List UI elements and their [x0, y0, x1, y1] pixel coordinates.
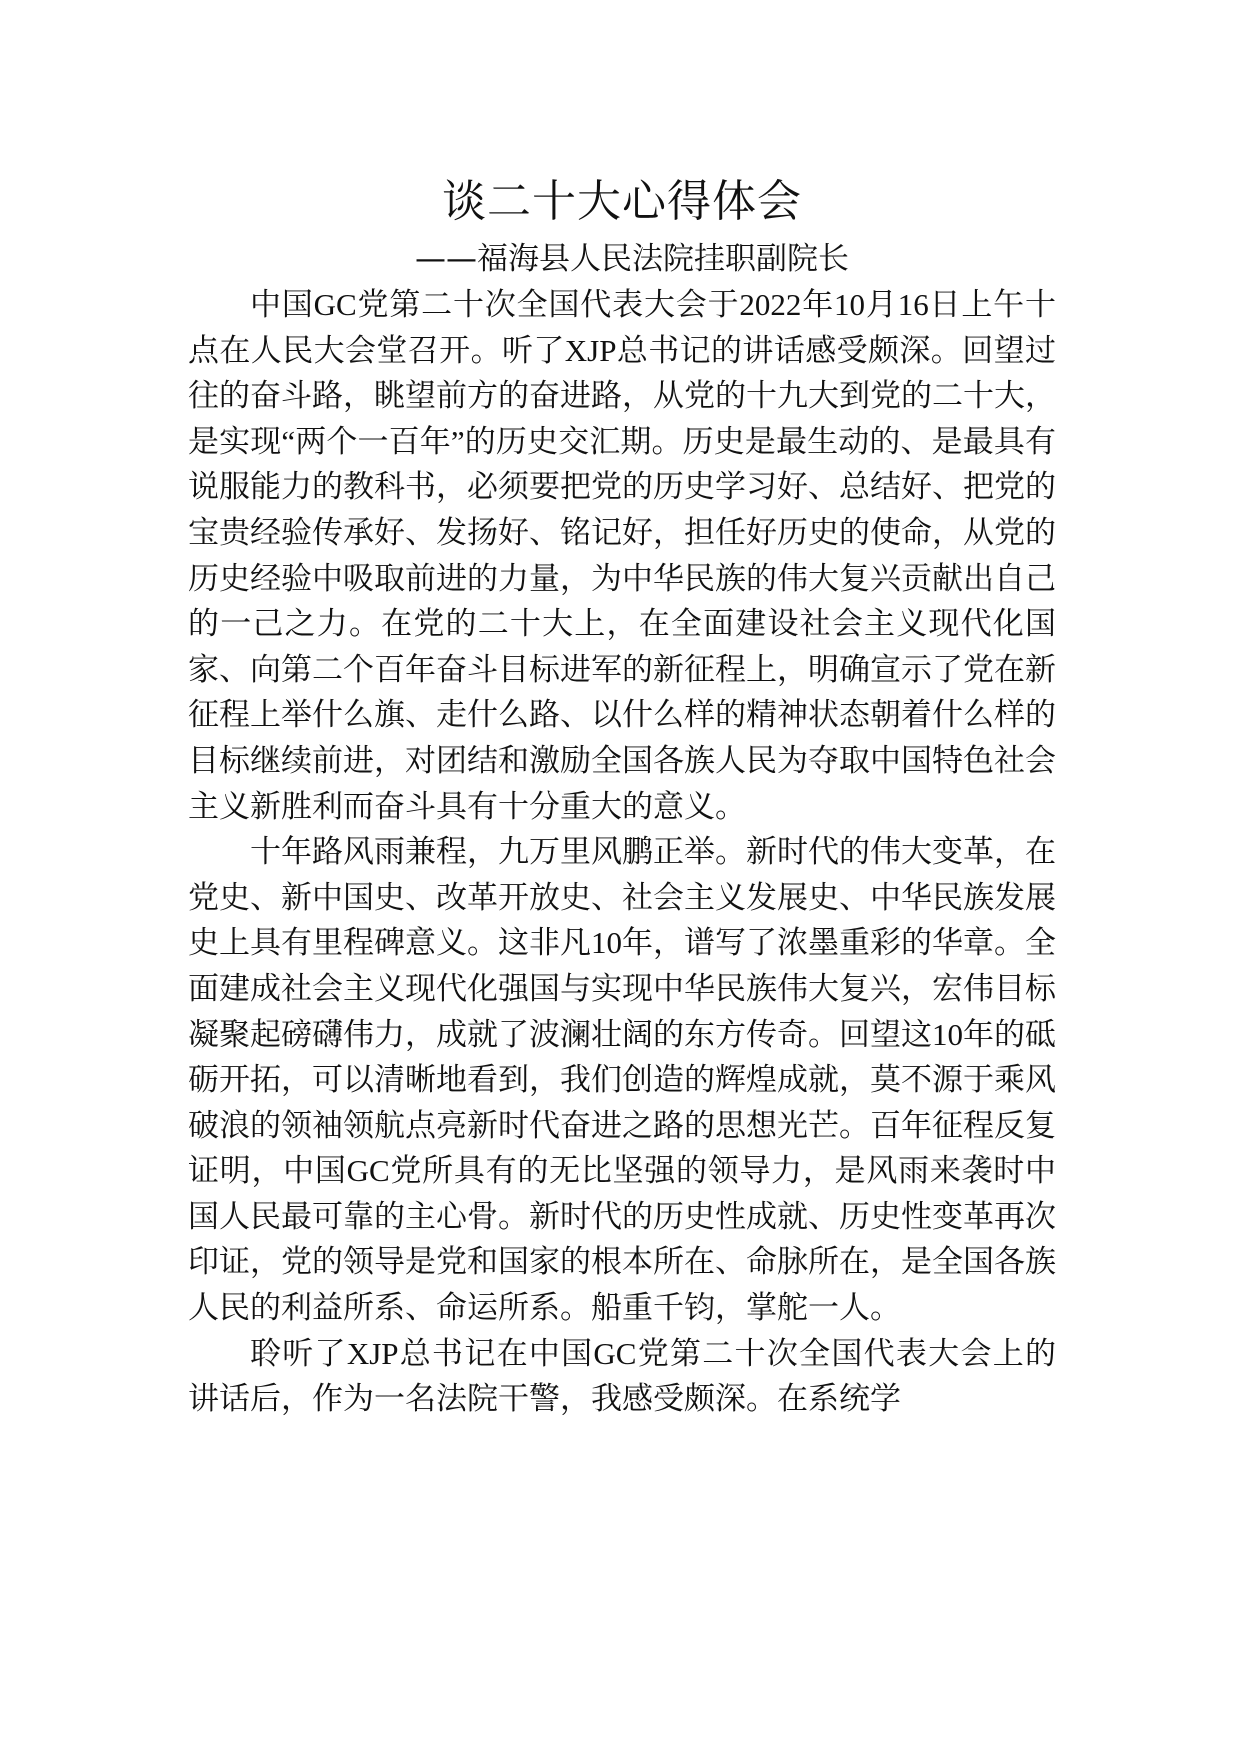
document-title: 谈二十大心得体会 [442, 176, 802, 227]
body-paragraph-1: 中国GC党第二十次全国代表大会于2022年10月16日上午十点在人民大会堂召开。听了XJP总书记的讲话感受颇深。回望过往的奋斗路，眺望前方的奋进路，从党的十九大到党的二十大，是实现“两个一百年”的历史交汇期。历史是最生动的、是最具有说服能力的教科书，必须要把党的历史学习好、总结好、把党的宝贵经验传承好、发扬好、铭记好，担任好历史的使命，从党的历史经验中吸取前进的力量，为中华民族的伟大复兴贡献出自己的一己之力。在党的二十大上，在全面建设社会主义现代化国家、向第二个百年奋斗目标进军的新征程上，明确宣示了党在新征程上举什么旗、走什么路、以什么样的精神状态朝着什么样的目标继续前进，对团结和激励全国各族人民为夺取中国特色社会主义新胜利而奋斗具有十分重大的意义。 [188, 287, 1056, 824]
body-paragraph-2: 十年路风雨兼程，九万里风鹏正举。新时代的伟大变革，在党史、新中国史、改革开放史、社会主义发展史、中华民族发展史上具有里程碑意义。这非凡10年，谱写了浓墨重彩的华章。全面建成社会主义现代化强国与实现中华民族伟大复兴，宏伟目标凝聚起磅礴伟力，成就了波澜壮阔的东方传奇。回望这10年的砥砺开拓，可以清晰地看到，我们创造的辉煌成就，莫不源于乘风破浪的领袖领航点亮新时代奋进之路的思想光芒。百年征程反复证明，中国GC党所具有的无比坚强的领导力，是风雨来袭时中国人民最可靠的主心骨。新时代的历史性成就、历史性变革再次印证，党的领导是党和国家的根本所在、命脉所在，是全国各族人民的利益所系、命运所系。船重千钧，掌舵一人。 [188, 834, 1056, 1326]
document-body [188, 282, 1056, 1422]
document-page [188, 168, 1056, 1422]
body-paragraph-3: 聆听了XJP总书记在中国GC党第二十次全国代表大会上的讲话后，作为一名法院干警，我感受颇深。在系统学 [188, 1335, 1056, 1417]
document-subtitle: ——福海县人民法院挂职副院长 [415, 241, 849, 277]
